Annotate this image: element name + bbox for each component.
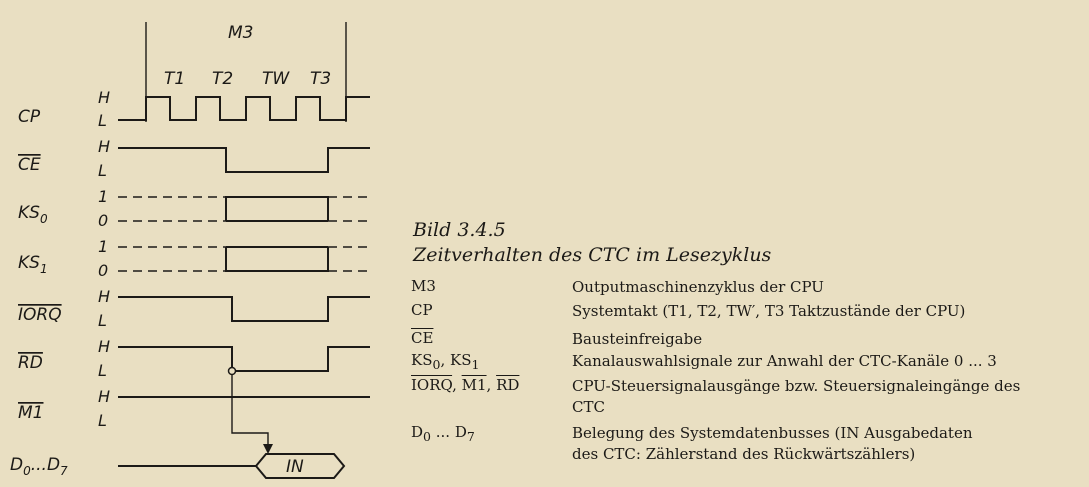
level-high-rd: H bbox=[98, 337, 111, 356]
waveform-iorq bbox=[118, 297, 370, 321]
legend-abbr: $\overline{CE}$ bbox=[411, 329, 434, 347]
legend-desc: CPU-Steuersignalausgänge bzw. Steuersignaleingänge des CTC bbox=[572, 377, 1021, 416]
signal-label-cp: CP bbox=[18, 107, 41, 127]
state-label-tw: TW bbox=[262, 69, 290, 89]
legend-desc: Kanalauswahlsignale zur Anwahl der CTC-Kanäle 0 ... 3 bbox=[572, 352, 997, 370]
legend-abbr: $KS_0$, $KS_1$ bbox=[411, 351, 480, 372]
waveform-rd bbox=[118, 347, 370, 371]
legend-abbr: M3 bbox=[411, 277, 436, 295]
level-high-cp: H bbox=[98, 88, 111, 107]
signal-label-ce: CE bbox=[18, 155, 41, 175]
level-high-m1: H bbox=[98, 387, 111, 406]
waveform-ks0 bbox=[226, 197, 328, 221]
legend-abbr: CP bbox=[411, 301, 433, 319]
trigger-arrow-line bbox=[232, 374, 268, 446]
state-label-t2: T2 bbox=[212, 69, 234, 89]
level-high-ce: H bbox=[98, 137, 111, 156]
figure-number: Bild 3.4.5 bbox=[413, 219, 506, 241]
legend-desc: Bausteinfreigabe bbox=[572, 330, 703, 348]
legend-abbr: $D_0$ ... $D_7$ bbox=[411, 423, 475, 444]
legend-desc: Belegung des Systemdatenbusses (IN Ausgabedaten des CTC: Zählerstand des Rückwärtszählers) bbox=[572, 424, 973, 463]
legend-abbr: IORQ, M1, $\overline{RD}$ bbox=[411, 376, 520, 394]
level-low-ks1: 0 bbox=[98, 261, 109, 280]
signal-label-rd: RD bbox=[18, 353, 43, 373]
level-high-ks1: 1 bbox=[98, 237, 109, 256]
figure-caption bbox=[413, 218, 771, 268]
trigger-arrowhead bbox=[263, 444, 273, 454]
cycle-label: M3 bbox=[228, 23, 254, 43]
waveform-ks1 bbox=[226, 247, 328, 271]
legend-desc: Systemtakt (T1, T2, TW′, T3 Taktzustände der CPU) bbox=[572, 302, 966, 320]
signal-label-data-bus: $D_0...D_7$ bbox=[10, 455, 68, 478]
bus-label-in: IN bbox=[286, 457, 304, 477]
trigger-dot bbox=[229, 368, 236, 375]
level-low-rd: L bbox=[98, 361, 107, 380]
level-high-iorq: H bbox=[98, 287, 111, 306]
level-high-ks0: 1 bbox=[98, 187, 109, 206]
signal-label-ks1: $KS_1$ bbox=[18, 253, 48, 276]
state-label-t3: T3 bbox=[310, 69, 332, 89]
figure-title: Zeitverhalten des CTC im Lesezyklus bbox=[413, 244, 772, 266]
signal-label-m1: M1 bbox=[18, 403, 44, 423]
signal-label-ks0: $KS_0$ bbox=[18, 203, 48, 226]
legend-desc: Outputmaschinenzyklus der CPU bbox=[572, 278, 824, 296]
waveform-ce bbox=[118, 148, 370, 172]
level-low-iorq: L bbox=[98, 311, 107, 330]
signal-label-iorq: IORQ bbox=[18, 305, 62, 325]
state-label-t1: T1 bbox=[164, 69, 186, 89]
level-low-ce: L bbox=[98, 161, 107, 180]
level-low-ks0: 0 bbox=[98, 211, 109, 230]
level-low-m1: L bbox=[98, 411, 107, 430]
waveform-cp bbox=[118, 97, 370, 120]
level-low-cp: L bbox=[98, 111, 107, 130]
